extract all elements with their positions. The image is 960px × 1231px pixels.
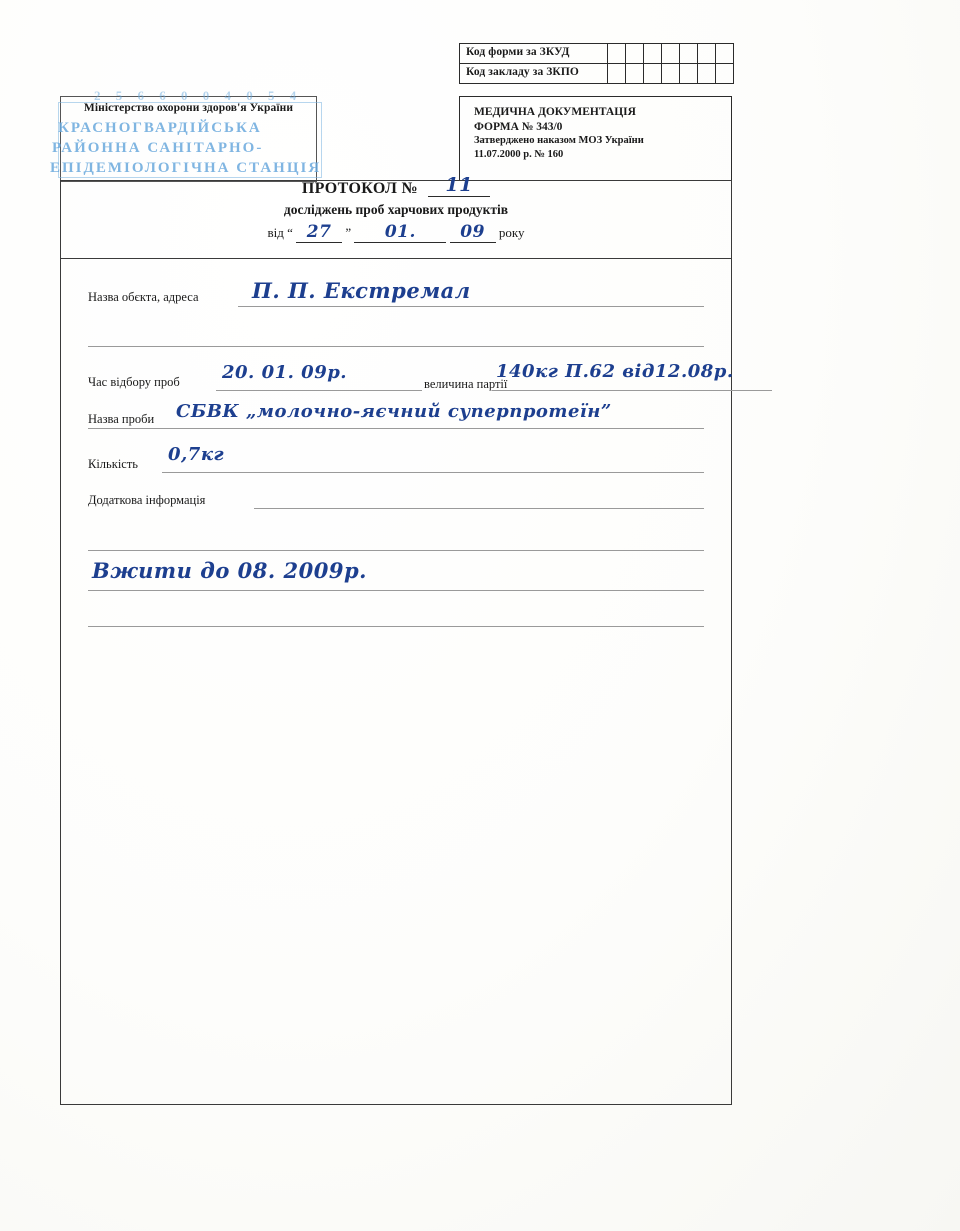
field-label-sample-name: Назва проби (88, 412, 155, 426)
field-rule-object (238, 306, 704, 307)
code-label-zkud: Код форми за ЗКУД (466, 46, 570, 58)
code-cell[interactable] (608, 44, 626, 63)
field-rule-sample-name (88, 428, 704, 429)
note-value[interactable]: Вжити до 08. 2009р. (92, 558, 367, 583)
field-rule-object-2 (88, 346, 704, 347)
field-label-sampling-time: Час відбору проб (88, 375, 180, 389)
title-block (60, 176, 732, 243)
field-value-quantity[interactable]: 0,7кг (168, 444, 225, 465)
stamp-line-1: 2 5 6 6 0 0 4 0 5 4 (94, 88, 303, 103)
code-row-zkud (460, 44, 733, 64)
date-year-field[interactable]: 09 (450, 222, 496, 243)
stamp-line-3: РАЙОННА САНІТАРНО- (52, 140, 264, 156)
field-value-sampling-time[interactable]: 20. 01. 09р. (222, 362, 348, 383)
code-row-zkpo (460, 64, 733, 84)
date-quote: ” (345, 225, 352, 240)
field-rule-additional-info (254, 508, 704, 509)
code-cell[interactable] (626, 44, 644, 63)
form-code-block (459, 43, 734, 84)
code-cell[interactable] (644, 44, 662, 63)
code-cell[interactable] (698, 64, 716, 83)
title-divider (60, 258, 732, 259)
stamp-line-2: КРАСНОГВАРДІЙСЬКА (58, 120, 262, 136)
field-label-batch-size: величина партії (424, 377, 508, 391)
doctype-line-3: Затверджено наказом МОЗ України (474, 135, 644, 147)
note-rule-2 (88, 590, 704, 591)
code-cell[interactable] (662, 64, 680, 83)
code-cell[interactable] (644, 64, 662, 83)
note-rule-1 (88, 550, 704, 551)
ministry-box (60, 96, 317, 182)
doctype-line-1: МЕДИЧНА ДОКУМЕНТАЦІЯ (474, 106, 636, 118)
document-type-box (459, 96, 732, 180)
note-rule-3 (88, 626, 704, 627)
field-value-batch-size[interactable]: 140кг П.62 від12.08р. (496, 361, 734, 382)
field-rule-quantity (162, 472, 704, 473)
date-suffix: року (498, 225, 525, 240)
stamp-line-4: ЕПІДЕМІОЛОГІЧНА СТАНЦІЯ (50, 160, 322, 176)
field-value-sample-name[interactable]: СБВК „молочно-яєчний суперпротеїн” (176, 401, 612, 422)
protocol-number[interactable]: 11 (428, 174, 490, 197)
code-cells-zkud (607, 44, 733, 63)
code-cell[interactable] (698, 44, 716, 63)
code-cell[interactable] (662, 44, 680, 63)
code-cell[interactable] (626, 64, 644, 83)
page-title: ПРОТОКОЛ № (301, 180, 419, 197)
field-label-quantity: Кількість (88, 457, 139, 471)
code-label-zkpo: Код закладу за ЗКПО (466, 66, 579, 78)
code-cell[interactable] (716, 44, 733, 63)
field-rule-batch-size (492, 390, 772, 391)
date-month-field[interactable]: 01. (354, 222, 446, 243)
field-rule-sampling-time (216, 390, 422, 391)
title-subtitle: досліджень проб харчових продуктів (283, 202, 509, 217)
code-cells-zkpo (607, 64, 733, 83)
field-label-object: Назва обєкта, адреса (88, 290, 199, 304)
ministry-title: Міністерство охорони здоров'я України (83, 102, 294, 114)
code-cell[interactable] (680, 64, 698, 83)
code-cell[interactable] (716, 64, 733, 83)
code-cell[interactable] (680, 44, 698, 63)
date-day-field[interactable]: 27 (296, 222, 342, 243)
doctype-line-2: ФОРМА № 343/0 (474, 120, 563, 133)
doctype-line-4: 11.07.2000 р. № 160 (474, 148, 564, 160)
document-frame (60, 180, 732, 1105)
field-value-object[interactable]: П. П. Екстремал (252, 278, 471, 303)
date-prefix: від “ (267, 225, 293, 240)
protocol-date-row (60, 222, 732, 243)
code-cell[interactable] (608, 64, 626, 83)
field-label-additional-info: Додаткова інформація (88, 493, 206, 507)
